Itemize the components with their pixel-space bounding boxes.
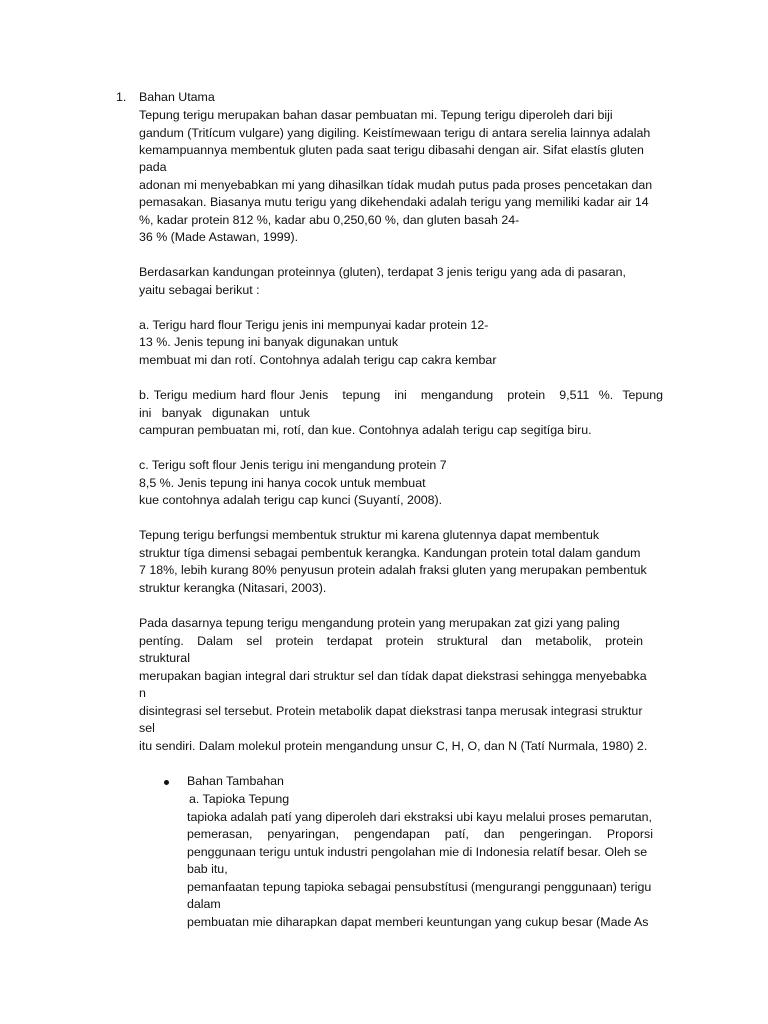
paragraph-line: 36 % (Made Astawan, 1999). (139, 230, 299, 244)
item-a-line: 13 %. Jenis tepung ini banyak digunakan untuk (139, 335, 399, 349)
subheading-tapioka: a. Tapioka Tepung (189, 792, 290, 806)
paragraph-line: tapioka adalah patí yang diperoleh dari ekstraksi ubi kayu melalui proses pemarutan, (187, 810, 652, 824)
paragraph-line: gandum (Tritícum vulgare) yang digiling. Keistímewaan terigu di antara serelia lainnya adalah (139, 126, 651, 140)
paragraph-line: pentíng. Dalam sel protein terdapat protein struktural dan metabolik, protein (139, 634, 643, 648)
paragraph-line: disintegrasi sel tersebut. Protein metabolik dapat diekstrasi tanpa merusak integrasi struktur (139, 704, 643, 718)
paragraph-line: n (139, 686, 146, 700)
paragraph-line: struktur tíga dimensi sebagai pembentuk kerangka. Kandungan protein total dalam gandum (139, 546, 641, 560)
paragraph-line: %, kadar protein 812 %, kadar abu 0,250,60 %, dan gluten basah 24- (139, 213, 520, 227)
item-c-line: kue contohnya adalah terigu cap kunci (Suyantí, 2008). (139, 493, 443, 507)
paragraph-line: kemampuannya membentuk gluten pada saat terigu dibasahi dengan air. Sifat elastís gluten (139, 143, 644, 157)
paragraph-line: 7 18%, lebih kurang 80% penyusun protein adalah fraksi gluten yang merupakan pembentuk (139, 563, 647, 577)
section-heading-bahan-tambahan: Bahan Tambahan (187, 774, 284, 788)
item-c-line: c. Terigu soft flour Jenis terigu ini mengandung protein 7 (139, 458, 447, 472)
paragraph-line: itu sendiri. Dalam molekul protein mengandung unsur C, H, O, dan N (Tatí Nurmala, 1980) 2. (139, 739, 648, 753)
paragraph-line: Tepung terigu berfungsi membentuk struktur mi karena glutennya dapat membentuk (139, 528, 600, 542)
paragraph-line: bab itu, (187, 862, 228, 876)
item-a-line: membuat mi dan rotí. Contohnya adalah terigu cap cakra kembar (139, 353, 497, 367)
list-number: 1. (116, 90, 127, 104)
bullet-icon (164, 780, 169, 785)
paragraph-line: struktur kerangka (Nitasari, 2003). (139, 581, 327, 595)
paragraph-line: Pada dasarnya tepung terigu mengandung protein yang merupakan zat gizi yang paling (139, 616, 620, 630)
item-b-line: b. Terigu medium hard flour Jenis tepung ini mengandung protein 9,511 %. Tepung (139, 388, 663, 402)
item-c-line: 8,5 %. Jenis tepung ini hanya cocok untuk membuat (139, 476, 426, 490)
paragraph-line: yaitu sebagai berikut : (139, 283, 260, 297)
paragraph-line: pada (139, 160, 167, 174)
item-b-line: ini banyak digunakan untuk (139, 406, 310, 420)
paragraph-line: penggunaan terigu untuk industri pengolahan mie di Indonesia relatíf besar. Oleh se (187, 845, 648, 859)
paragraph-line: pemasakan. Biasanya mutu terigu yang dikehendaki adalah terigu yang memiliki kadar air 14 (139, 195, 649, 209)
section-heading-bahan-utama: Bahan Utama (139, 90, 215, 104)
item-a-line: a. Terigu hard flour Terigu jenis ini mempunyai kadar protein 12- (139, 318, 489, 332)
paragraph-line: sel (139, 721, 155, 735)
paragraph-line: pemerasan, penyaringan, pengendapan patí, dan pengeringan. Proporsi (187, 827, 653, 841)
paragraph-line: pembuatan mie diharapkan dapat memberi keuntungan yang cukup besar (Made As (187, 915, 649, 929)
item-b-line: campuran pembuatan mi, rotí, dan kue. Contohnya adalah terigu cap segitíga biru. (139, 423, 592, 437)
paragraph-line: struktural (139, 651, 190, 665)
paragraph-line: dalam (187, 897, 221, 911)
paragraph-line: Tepung terigu merupakan bahan dasar pembuatan mi. Tepung terigu diperoleh dari biji (139, 108, 613, 122)
paragraph-line: merupakan bagian integral dari struktur sel dan tídak dapat diekstrasi sehingga menyebabka (139, 669, 647, 683)
paragraph-line: adonan mi menyebabkan mi yang dihasilkan tídak mudah putus pada proses pencetakan dan (139, 178, 653, 192)
paragraph-line: Berdasarkan kandungan proteinnya (gluten), terdapat 3 jenis terigu yang ada di pasaran, (139, 265, 627, 279)
paragraph-line: pemanfaatan tepung tapioka sebagai pensubstítusi (mengurangi penggunaan) terigu (187, 880, 652, 894)
